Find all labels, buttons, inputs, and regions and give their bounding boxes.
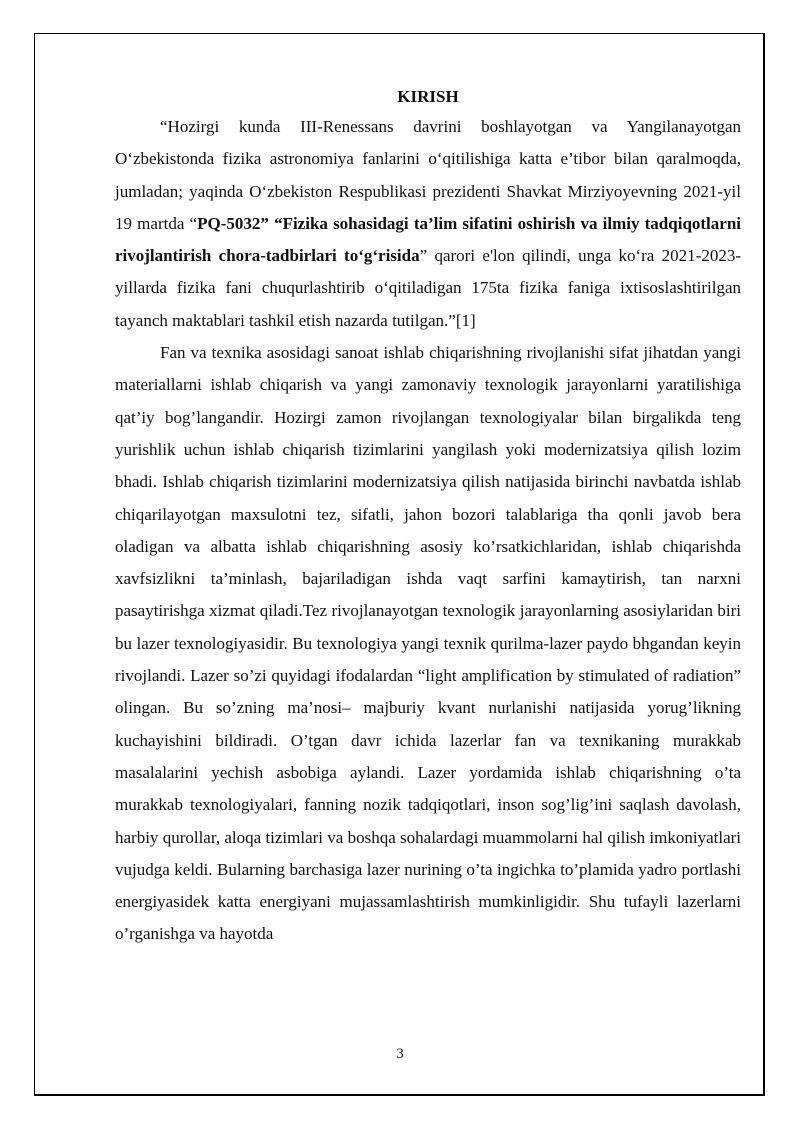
paragraph-text: “Hozirgi kunda III-Renessans davrini boshlayotgan va Yangilanayotgan O‘zbekistonda fizika astronomiya fanlarini o‘qitilishiga katta e’tibor bilan qaralmoqda, jumladan; yaqinda O‘zbekiston Respublikasi prezidenti Shavkat Mirziyoyevning 2021-yil 19 martda “ — [115, 117, 741, 233]
document-body — [115, 83, 741, 951]
decree-title: “Fizika sohasidagi ta’lim sifatini oshirish va ilmiy tadqiqotlarni rivojlantirish chora-tadbirlari to‘g‘risida — [115, 213, 742, 266]
decree-number: PQ-5032” — [197, 213, 269, 233]
section-heading: KIRISH — [397, 87, 459, 106]
paragraph-laser-technology: Fan va texnika asosidagi sanoat ishlab chiqarishning rivojlanishi sifat jihatdan yangi materiallarni ishlab chiqarish va yangi zamonaviy texnologik jarayonlarni yaratilishiga qat’iy bog’langandir. Hozirgi zamon rivojlangan texnologiyalar bilan birgalikda teng yurishlik uchun ishlab chiqarish tizimlarini yangilash yoki modernizatsiya qilish lozim bhadi. Ishlab chiqarish tizimlarini modernizatsiya qilish natijasida birinchi navbatda ishlab chiqarilayotgan maxsulotni tez, sifatli, jahon bozori talablariga tha qonli javob bera oladigan va albatta ishlab chiqarishning asosiy ko’rsatkichlaridan, ishlab chiqarishda xavfsizlikni ta’minlash, bajariladigan ishda vaqt sarfini kamaytirish, tan narxni pasaytirishga xizmat qiladi.Tez rivojlanayotgan texnologik jarayonlarning asosiylaridan biri bu lazer texnologiyasidir. Bu texnologiya yangi texnik qurilma-lazer paydo bhgandan keyin rivojlandi. Lazer so’zi quyidagi ifodalardan “light amplification by stimulated of radiation” olingan. Bu so’zning ma’nosi– majburiy kvant nurlanishi natijasida yorug’likning kuchayishini bildiradi. O’tgan davr ichida lazerlar fan va texnikaning murakkab masalalarini yechish asbobiga aylandi. Lazer yordamida ishlab chiqarishning o’ta murakkab texnologiyalari, fanning nozik tadqiqotlari, inson sog’lig’ini saqlash davolash, harbiy qurollar, aloqa tizimlari va boshqa sohalardagi muammolarni hal qilish imkoniyatlari vujudga keldi. Bularning barchasiga lazer nurining o’ta ingichka to’plamida yadro portlashi energiyasidek katta energiyani mujassamlashtirish mumkinligidir. Shu tufayli lazerlarni o’rganishga va hayotda — [115, 343, 741, 944]
paragraph-text: ” qarori e'lon qilindi, unga ko‘ra 2021-2023-yillarda fizika fani chuqurlashtirib o‘qitiladigan 175ta fizika faniga ixtisoslashtirilgan tayanch maktablari tashkil etish nazarda tutilgan.”[1] — [115, 246, 741, 330]
paragraph-intro-quote — [115, 111, 741, 337]
page-number: 3 — [396, 1046, 404, 1062]
